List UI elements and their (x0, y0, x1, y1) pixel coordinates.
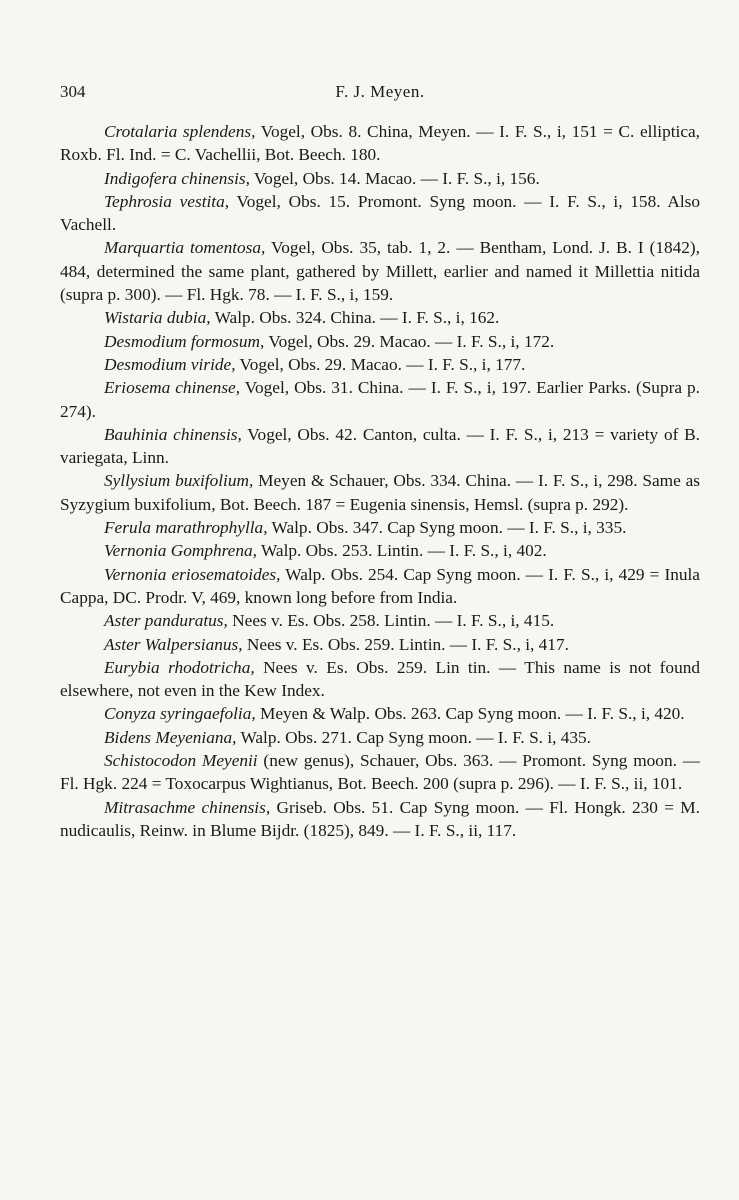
species-name: Marquartia tomentosa, (104, 238, 266, 258)
species-citation: Griseb. Obs. 51. Cap Syng moon. — Fl. Hongk. 230 = M. nudicaulis, Reinw. in Blume Bijdr. (1825), 849. — I. F. S., ii, 117. (60, 797, 700, 840)
species-entry (60, 120, 700, 167)
species-name: Schistocodon Meyenii (104, 751, 258, 771)
species-name: Aster Walpersianus, (104, 634, 243, 654)
species-citation: Walp. Obs. 324. China. — I. F. S., i, 162. (210, 308, 500, 328)
species-entry (60, 376, 700, 423)
species-citation: Vogel, Obs. 15. Promont. Syng moon. — I. F. S., i, 158. Also Vachell. (60, 191, 700, 235)
species-name: Conyza syringaefolia, (104, 704, 256, 724)
species-citation: Vogel, Obs. 29. Macao. — I. F. S., i, 177. (235, 354, 526, 374)
species-name: Ferula marathrophylla, (104, 518, 268, 538)
species-entry (60, 539, 700, 562)
species-citation: Meyen & Schauer, Obs. 334. China. — I. F. S., i, 298. Same as Syzygium buxifolium, Bot. Beech. 187 = Eugenia sinensis, Hemsl. (supra p. 292). (60, 471, 701, 514)
species-citation: Meyen & Walp. Obs. 263. Cap Syng moon. — I. F. S., i, 420. (255, 704, 685, 724)
page-header (60, 82, 700, 106)
species-name: Eriosema chinense, (104, 378, 241, 398)
species-name: Indigofera chinensis, (104, 168, 250, 188)
species-name: Bauhinia chinensis, (104, 424, 242, 444)
species-citation: Nees v. Es. Obs. 259. Lin tin. — This name is not found elsewhere, not even in the Kew Index. (60, 657, 700, 701)
species-citation: Vogel, Obs. 35, tab. 1, 2. — Bentham, Lond. J. B. I (1842), 484, determined the same plant, gathered by Millett, earlier and named it Millettia nitida (supra p. 300). — Fl. Hgk. 78. — I. F. S., i, 159. (60, 238, 700, 305)
species-name: Eurybia rhodotricha, (104, 657, 255, 677)
page-number: 304 (60, 82, 86, 101)
species-entry (60, 702, 700, 725)
species-citation: Nees v. Es. Obs. 259. Lintin. — I. F. S., i, 417. (242, 634, 569, 654)
species-name: Crotalaria splendens, (104, 122, 256, 141)
species-entry (60, 749, 700, 796)
species-name: Mitrasachme chinensis, (104, 797, 271, 817)
species-citation: Vogel, Obs. 29. Macao. — I. F. S., i, 172. (264, 331, 555, 351)
species-citation: Walp. Obs. 347. Cap Syng moon. — I. F. S., i, 335. (267, 518, 627, 538)
species-citation: Vogel, Obs. 42. Canton, culta. — I. F. S., i, 213 = variety of B. variegata, Linn. (60, 424, 700, 468)
species-entry (60, 190, 700, 237)
species-citation: Vogel, Obs. 14. Macao. — I. F. S., i, 156. (249, 168, 540, 188)
species-entry (60, 330, 700, 353)
species-entry (60, 306, 700, 329)
species-entry (60, 633, 700, 656)
species-entry (60, 726, 700, 749)
species-name: Wistaria dubia, (104, 308, 211, 328)
species-list (60, 120, 700, 842)
species-name: Vernonia eriosematoides, (104, 564, 281, 584)
species-citation: Walp. Obs. 271. Cap Syng moon. — I. F. S. i, 435. (236, 727, 592, 747)
species-entry (60, 656, 700, 703)
species-name: Tephrosia vestita, (104, 191, 230, 211)
species-entry (60, 609, 700, 632)
species-citation: Vogel, Obs. 8. China, Meyen. — I. F. S., i, 151 = C. elliptica, Roxb. Fl. Ind. = C. Vachellii, Bot. Beech. 180. (60, 122, 700, 165)
species-citation: Walp. Obs. 254. Cap Syng moon. — I. F. S., i, 429 = Inula Cappa, DC. Prodr. V, 469, known long before from India. (60, 564, 700, 607)
species-name: Desmodium formosum, (104, 331, 265, 351)
species-entry (60, 563, 700, 610)
species-entry (60, 167, 700, 190)
species-citation: Vogel, Obs. 31. China. — I. F. S., i, 197. Earlier Parks. (Supra p. 274). (60, 378, 700, 421)
species-entry (60, 236, 700, 306)
species-name: Desmodium viride, (104, 354, 236, 374)
species-entry (60, 516, 700, 539)
species-name: Bidens Meyeniana, (104, 727, 237, 747)
species-citation: Nees v. Es. Obs. 258. Lintin. — I. F. S., i, 415. (227, 611, 555, 631)
running-head: F. J. Meyen. (335, 82, 425, 101)
species-name: Syllysium buxifolium, (104, 471, 254, 491)
species-name: Aster panduratus, (104, 611, 228, 631)
species-entry (60, 423, 700, 470)
species-entry (60, 353, 700, 376)
species-name: Vernonia Gomphrena, (104, 541, 257, 561)
species-entry (60, 469, 700, 516)
species-citation: (new genus), Schauer, Obs. 363. — Promont. Syng moon. — Fl. Hgk. 224 = Toxocarpus Wightianus, Bot. Beech. 200 (supra p. 296). — I. F. S., ii, 101. (60, 751, 701, 794)
species-citation: Walp. Obs. 253. Lintin. — I. F. S., i, 402. (256, 541, 547, 561)
species-entry (60, 796, 700, 843)
